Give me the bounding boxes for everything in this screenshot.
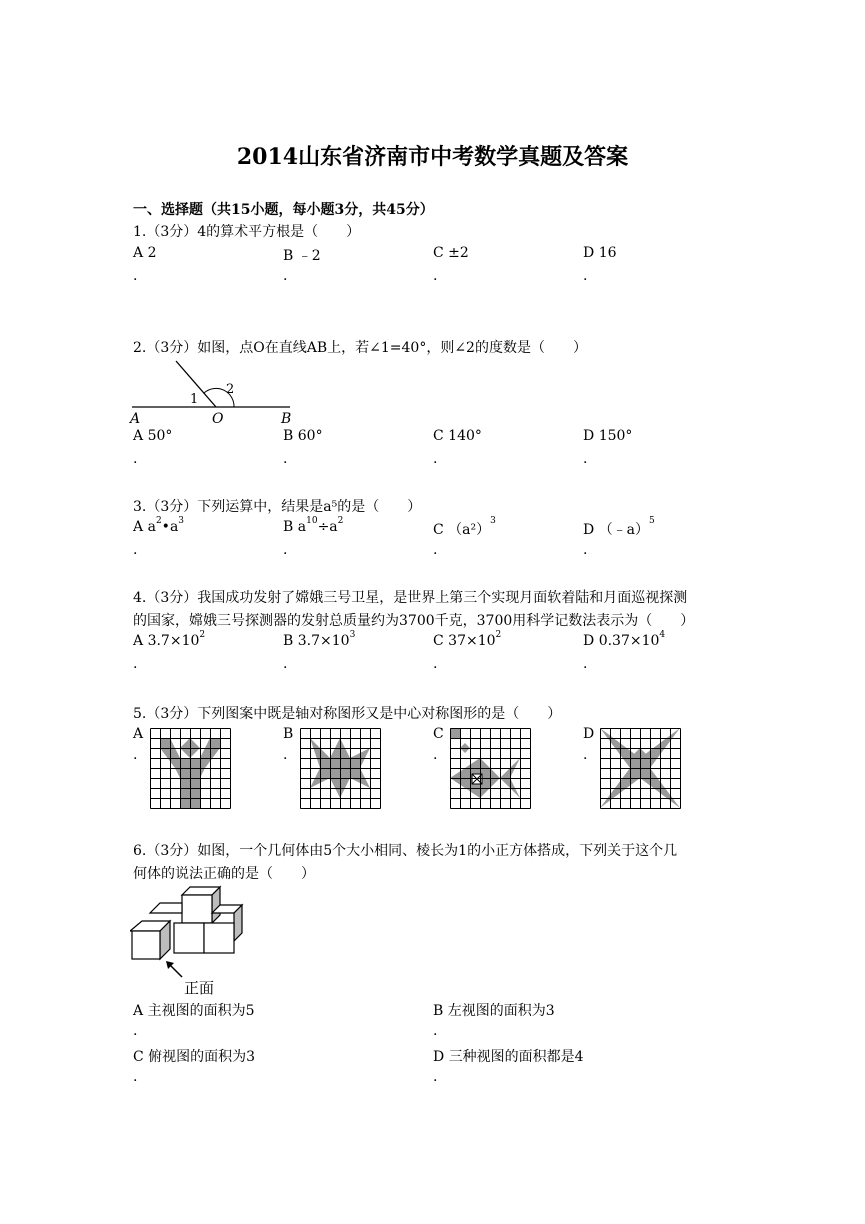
dot: . bbox=[433, 1069, 438, 1085]
cube-figure bbox=[130, 885, 250, 997]
q3-option-d: D （﹣a）$^5$ bbox=[583, 516, 655, 538]
q5-pattern-d bbox=[600, 728, 682, 810]
dot: . bbox=[133, 268, 138, 284]
page-title: 2014山东省济南市中考数学真题及答案 bbox=[236, 144, 629, 170]
label-angle2: 2 bbox=[226, 382, 235, 397]
q6-option-c: C 俯视图的面积为3 bbox=[133, 1049, 256, 1065]
dot: . bbox=[133, 542, 138, 558]
dot: . bbox=[433, 451, 438, 467]
label-b: B bbox=[281, 411, 292, 427]
dot: . bbox=[433, 747, 438, 763]
cube-front-face bbox=[182, 895, 212, 923]
dot: . bbox=[583, 268, 588, 284]
q4-option-b: B $3.7\times 10^3$ bbox=[283, 630, 356, 649]
q2-option-d: D 150° bbox=[583, 428, 633, 444]
cube-front-face bbox=[204, 923, 234, 953]
q1-option-a: A 2 bbox=[133, 245, 157, 261]
q5-option-c-label: C bbox=[433, 726, 444, 742]
dot: . bbox=[583, 747, 588, 763]
q5-stem: 5.（3分）下列图案中既是轴对称图形又是中心对称图形的是（ ） bbox=[133, 706, 562, 722]
section-heading: 一、选择题（共15小题，每小题3分，共45分） bbox=[133, 202, 434, 218]
dot: . bbox=[583, 542, 588, 558]
q1-option-c: C ±2 bbox=[433, 245, 469, 261]
label-a: A bbox=[130, 411, 141, 427]
dot: . bbox=[133, 747, 138, 763]
q1-option-d: D 16 bbox=[583, 245, 617, 261]
q6-option-b: B 左视图的面积为3 bbox=[433, 1003, 555, 1019]
dot: . bbox=[133, 656, 138, 672]
q2-option-a: A 50° bbox=[133, 428, 173, 444]
cube-front-face bbox=[132, 931, 160, 959]
q2-option-c: C 140° bbox=[433, 428, 482, 444]
q5-pattern-a bbox=[150, 728, 232, 810]
q4-option-d: D $0.37\times 10^4$ bbox=[583, 630, 666, 649]
q1-stem: 1.（3分）4的算术平方根是（ ） bbox=[133, 224, 361, 240]
q2-option-b: B 60° bbox=[283, 428, 323, 444]
cube-front-face bbox=[174, 923, 204, 953]
dot: . bbox=[583, 656, 588, 672]
q4-option-c: C $37\times 10^2$ bbox=[433, 630, 502, 649]
dot: . bbox=[583, 451, 588, 467]
angle-figure bbox=[128, 355, 298, 427]
dot: . bbox=[433, 268, 438, 284]
dot: . bbox=[283, 656, 288, 672]
dot: . bbox=[283, 747, 288, 763]
q6-stem-line2: 何体的说法正确的是（ ） bbox=[133, 866, 315, 882]
dot: . bbox=[433, 1023, 438, 1039]
q5-option-d-label: D bbox=[583, 726, 595, 742]
shaded-cell bbox=[450, 728, 460, 738]
dot: . bbox=[133, 451, 138, 467]
dot: . bbox=[133, 1023, 138, 1039]
q3-option-c: C $(a^2)^3$ bbox=[433, 516, 496, 538]
cube-top-face bbox=[150, 903, 182, 913]
q3-stem: 3.（3分）下列运算中，结果是a⁵的是（ ） bbox=[133, 499, 422, 515]
q4-stem-line2: 的国家，嫦娥三号探测器的发射总质量约为3700千克，3700用科学记数法表示为（ ） bbox=[133, 613, 695, 629]
q6-option-a: A 主视图的面积为5 bbox=[133, 1003, 255, 1019]
q1-option-b: B ﹣2 bbox=[283, 248, 321, 264]
q5-option-b-label: B bbox=[283, 726, 294, 742]
q4-stem-line1: 4.（3分）我国成功发射了嫦娥三号卫星，是世界上第三个实现月面软着陆和月面巡视探测 bbox=[133, 590, 688, 606]
q3-option-a: A $a^2•a^3$ bbox=[133, 516, 185, 535]
dot: . bbox=[283, 542, 288, 558]
dot: . bbox=[283, 451, 288, 467]
dot: . bbox=[433, 542, 438, 558]
q5-option-a-label: A bbox=[133, 726, 144, 742]
dot: . bbox=[283, 268, 288, 284]
dot: . bbox=[433, 656, 438, 672]
q3-option-b: B $a^{10}\div a^2$ bbox=[283, 516, 344, 535]
label-angle1: 1 bbox=[190, 392, 199, 407]
q4-option-a: A $3.7\times 10^2$ bbox=[133, 630, 206, 649]
label-o: O bbox=[212, 411, 224, 427]
q5-pattern-c bbox=[450, 728, 532, 810]
q2-stem: 2.（3分）如图，点O在直线AB上，若∠1=40°，则∠2的度数是（ ） bbox=[133, 340, 587, 356]
q5-pattern-b bbox=[300, 728, 382, 810]
q6-option-d: D 三种视图的面积都是4 bbox=[433, 1049, 584, 1065]
q6-stem-line1: 6.（3分）如图，一个几何体由5个大小相同、棱长为1的小正方体搭成，下列关于这个几 bbox=[133, 843, 678, 859]
dot: . bbox=[133, 1069, 138, 1085]
front-label: 正面 bbox=[184, 979, 215, 997]
